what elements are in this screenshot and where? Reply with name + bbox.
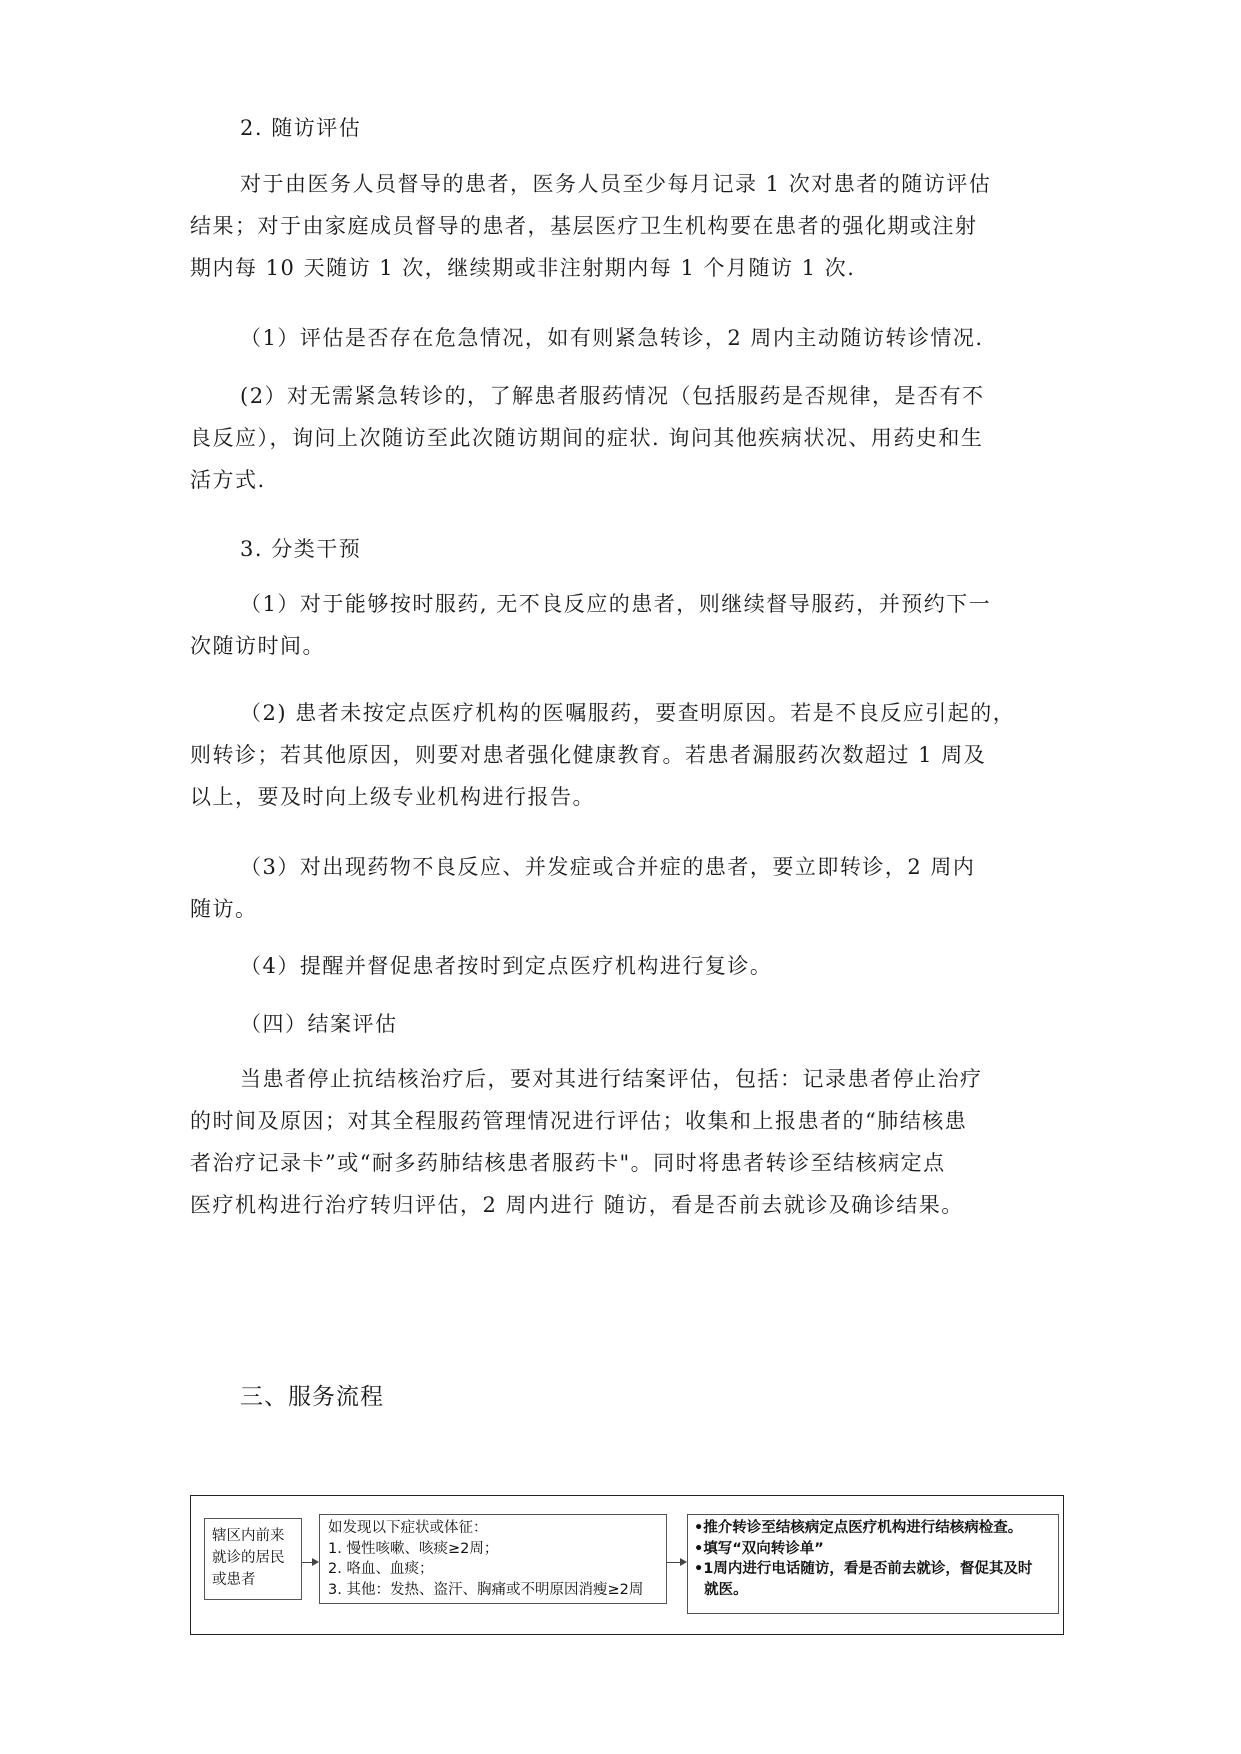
flow-box-patients: 辖区内前来 就诊的居民 或患者	[204, 1518, 302, 1600]
flow-box-actions: •推介转诊至结核病定点医疗机构进行结核病检查。 •填写“双向转诊单” •1周内进行电话随访，看是否前去就诊，督促其及时 就医。	[687, 1514, 1059, 1614]
followup-heading: 2. 随访评估	[240, 116, 362, 140]
service-flowchart	[190, 1495, 1064, 1635]
followup-item-1: （1）评估是否存在危急情况，如有则紧急转诊，2 周内主动随访转诊情况.	[240, 326, 984, 350]
flow-box-symptoms: 如发现以下症状或体征： 1. 慢性咳嗽、咳痰≥2周； 2. 咯血、血痰； 3. 其他：发热、盗汗、胸痛或不明原因消瘦≥2周	[319, 1514, 667, 1604]
classification-item-3: （3）对出现药物不良反应、并发症或合并症的患者，要立即转诊，2 周内 随访。	[190, 855, 976, 921]
classification-item-1: （1）对于能够按时服药, 无不良反应的患者，则继续督导服药，并预约下一 次随访时间。	[190, 592, 992, 658]
flow-arrow-2	[667, 1562, 685, 1563]
classification-item-2: （2) 患者未按定点医疗机构的医嘱服药，要查明原因。若是不良反应引起的， 则转诊；若其他原因，则要对患者强化健康教育。若患者漏服药次数超过 1 周及 以上，要及时向上级专业机构进行报告。	[190, 701, 1016, 809]
flow-arrow-1	[302, 1562, 317, 1563]
followup-paragraph: 对于由医务人员督导的患者，医务人员至少每月记录 1 次对患者的随访评估 结果；对于由家庭成员督导的患者，基层医疗卫生机构要在患者的强化期或注射 期内每 10 天随访 1 次，继续期或非注射期内每 1 个月随访 1 次.	[190, 172, 992, 280]
followup-item-2: (2）对无需紧急转诊的，了解患者服药情况（包括服药是否规律，是否有不 良反应），询问上次随访至此次随访期间的症状. 询问其他疾病状况、用药史和生 活方式.	[190, 384, 985, 492]
classification-heading: 3. 分类干预	[240, 537, 362, 561]
section-title: 三、服务流程	[240, 1384, 384, 1410]
classification-item-4: （4）提醒并督促患者按时到定点医疗机构进行复诊。	[240, 954, 773, 978]
closure-paragraph: 当患者停止抗结核治疗后，要对其进行结案评估，包括：记录患者停止治疗 的时间及原因；对其全程服药管理情况进行评估；收集和上报患者的“肺结核患 者治疗记录卡”或“耐多药肺结核患者服药卡"。同时将患者转诊至结核病定点 医疗机构进行治疗转归评估，2 周内进行 随访，看是否前去就诊及确诊结果。	[190, 1067, 983, 1217]
closure-heading: （四）结案评估	[240, 1012, 398, 1036]
